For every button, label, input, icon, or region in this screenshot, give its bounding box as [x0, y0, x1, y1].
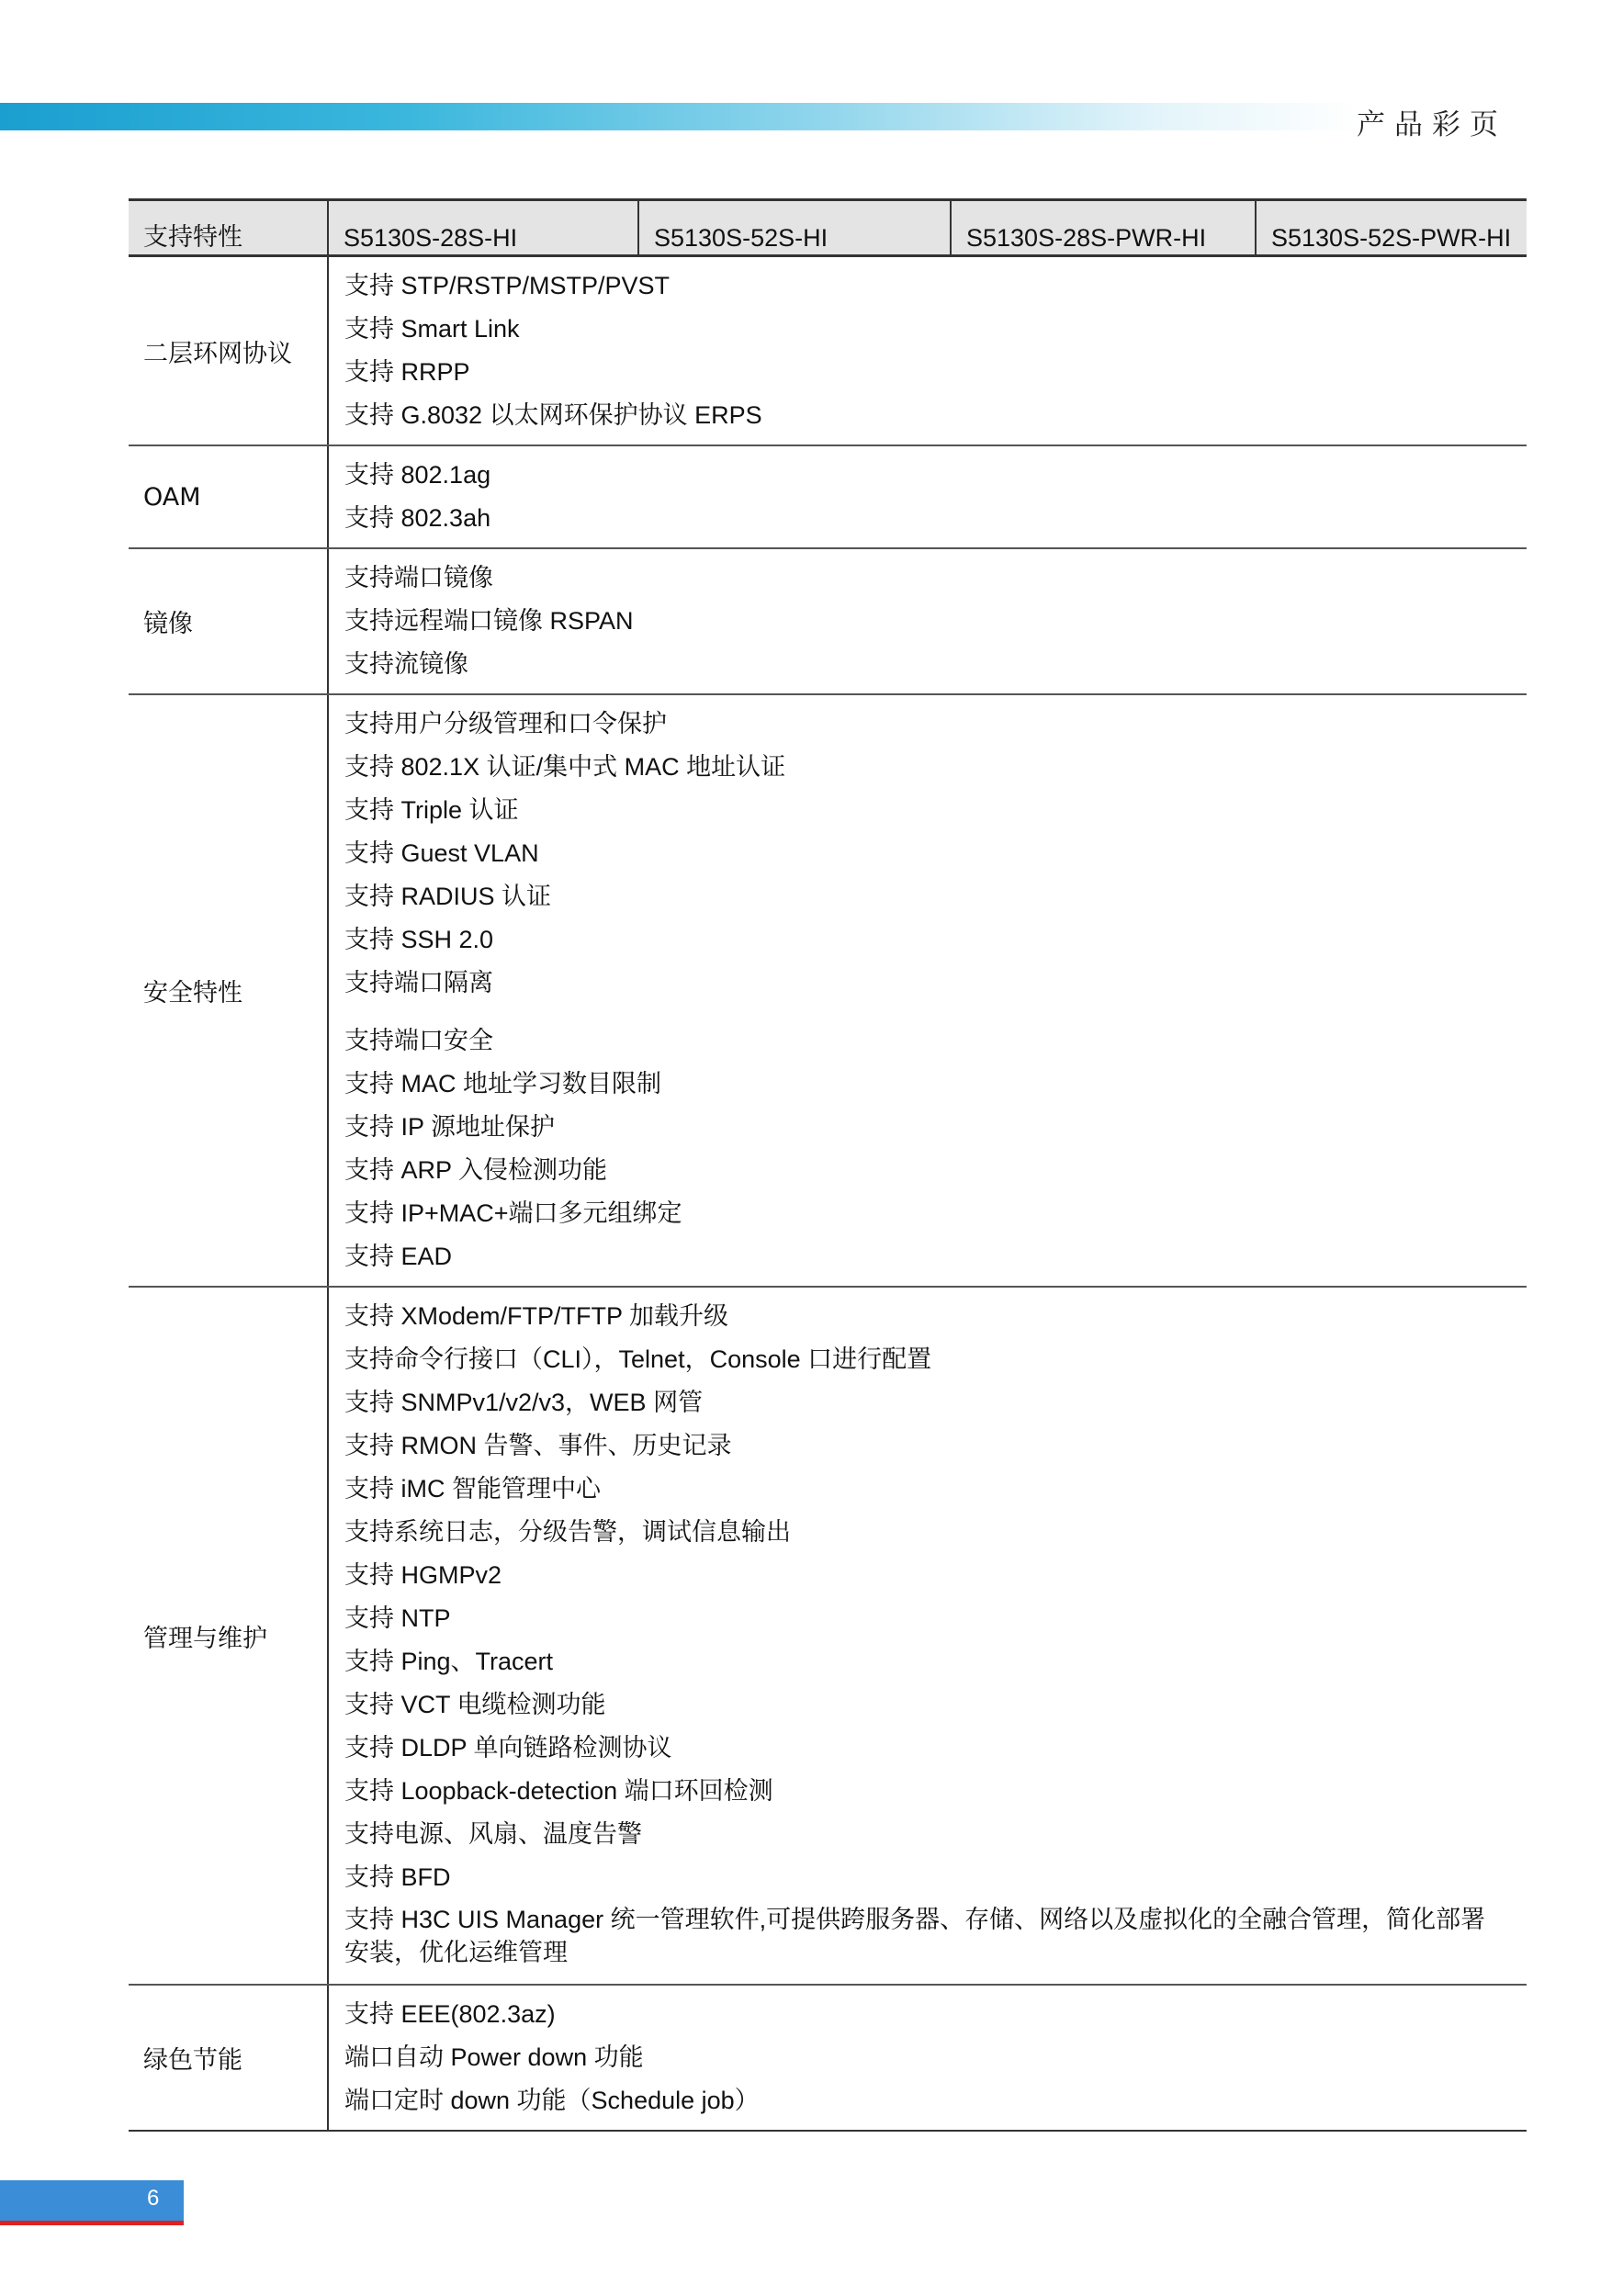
feature-item: 支持 Ping、Tracert	[344, 1648, 554, 1675]
section-label: 安全特性	[129, 694, 328, 1287]
feature-item: 支持 EAD	[344, 1243, 453, 1270]
feature-item: 支持 802.3ah	[344, 504, 491, 532]
feature-item: 支持 802.1X 认证/集中式 MAC 地址认证	[344, 753, 786, 781]
feature-item: 支持 HGMPv2	[344, 1561, 502, 1589]
feature-item: 支持 SSH 2.0	[344, 926, 494, 953]
header-title: 产品彩页	[1357, 108, 1507, 141]
section-row-ring-protocol	[129, 256, 1527, 446]
section-content	[328, 548, 1527, 694]
feature-item: 支持 IP 源地址保护	[344, 1113, 556, 1141]
section-label: 管理与维护	[129, 1287, 328, 1985]
section-label: OAM	[129, 445, 328, 548]
feature-item: 支持 RRPP	[344, 358, 470, 386]
feature-item: 支持系统日志，分级告警，调试信息输出	[344, 1518, 791, 1546]
section-content	[328, 256, 1527, 446]
section-label: 镜像	[129, 548, 328, 694]
item-spacer	[344, 1005, 1505, 1019]
feature-item: 支持 RMON 告警、事件、历史记录	[344, 1432, 732, 1459]
feature-item: 支持 Loopback-detection 端口环回检测	[344, 1777, 773, 1805]
spec-table	[129, 198, 1527, 2132]
feature-item: 支持 DLDP 单向链路检测协议	[344, 1734, 672, 1761]
feature-item: 支持 Guest VLAN	[344, 839, 539, 867]
section-row-security	[129, 694, 1527, 1287]
page-number: 6	[147, 2186, 160, 2211]
section-label: 二层环网协议	[129, 256, 328, 446]
header-band	[0, 103, 1359, 130]
column-header-model: S5130S-52S-PWR-HI	[1256, 200, 1527, 256]
feature-item: 支持 STP/RSTP/MSTP/PVST	[344, 272, 671, 299]
feature-item: 支持端口安全	[344, 1027, 493, 1054]
feature-item: 支持 VCT 电缆检测功能	[344, 1691, 606, 1718]
feature-item: 支持 Triple 认证	[344, 796, 519, 824]
feature-item: 支持 Smart Link	[344, 315, 520, 343]
section-row-oam	[129, 445, 1527, 548]
feature-item: 支持用户分级管理和口令保护	[344, 710, 667, 737]
feature-item: 端口自动 Power down 功能	[344, 2043, 644, 2071]
feature-item: 支持 ARP 入侵检测功能	[344, 1156, 608, 1184]
feature-item: 支持 BFD	[344, 1863, 451, 1891]
feature-item: 支持 EEE(802.3az)	[344, 2000, 556, 2028]
feature-item: 支持 MAC 地址学习数目限制	[344, 1070, 662, 1097]
section-row-management	[129, 1287, 1527, 1985]
feature-item: 支持 NTP	[344, 1604, 451, 1632]
section-row-mirroring	[129, 548, 1527, 694]
feature-item: 支持流镜像	[344, 650, 468, 678]
feature-item: 支持远程端口镜像 RSPAN	[344, 607, 634, 635]
section-content	[328, 1985, 1527, 2131]
column-header-feature: 支持特性	[129, 200, 328, 256]
section-content	[328, 445, 1527, 548]
section-label: 绿色节能	[129, 1985, 328, 2131]
section-content	[328, 1287, 1527, 1985]
feature-item: 支持 IP+MAC+端口多元组绑定	[344, 1199, 682, 1227]
feature-item: 支持 H3C UIS Manager 统一管理软件,可提供跨服务器、存储、网络以及虚拟化的全融合管理，简化部署安装，优化运维管理	[344, 1906, 1486, 1966]
column-header-model: S5130S-52S-HI	[638, 200, 951, 256]
feature-item: 端口定时 down 功能（Schedule job）	[344, 2087, 760, 2114]
column-header-model: S5130S-28S-PWR-HI	[951, 200, 1256, 256]
section-content	[328, 694, 1527, 1287]
column-header-model: S5130S-28S-HI	[328, 200, 638, 256]
feature-item: 支持 SNMPv1/v2/v3，WEB 网管	[344, 1389, 704, 1416]
feature-item: 支持 XModem/FTP/TFTP 加载升级	[344, 1302, 729, 1330]
feature-item: 支持端口隔离	[344, 969, 493, 996]
feature-item: 支持命令行接口（CLI），Telnet，Console 口进行配置	[344, 1345, 932, 1373]
feature-item: 支持 802.1ag	[344, 461, 491, 489]
feature-item: 支持 G.8032 以太网环保护协议 ERPS	[344, 401, 762, 429]
feature-item: 支持 RADIUS 认证	[344, 883, 552, 910]
feature-item: 支持 iMC 智能管理中心	[344, 1475, 601, 1503]
section-row-green-energy	[129, 1985, 1527, 2131]
feature-item: 支持电源、风扇、温度告警	[344, 1820, 642, 1848]
table-header-row	[129, 200, 1527, 256]
feature-item: 支持端口镜像	[344, 564, 493, 591]
